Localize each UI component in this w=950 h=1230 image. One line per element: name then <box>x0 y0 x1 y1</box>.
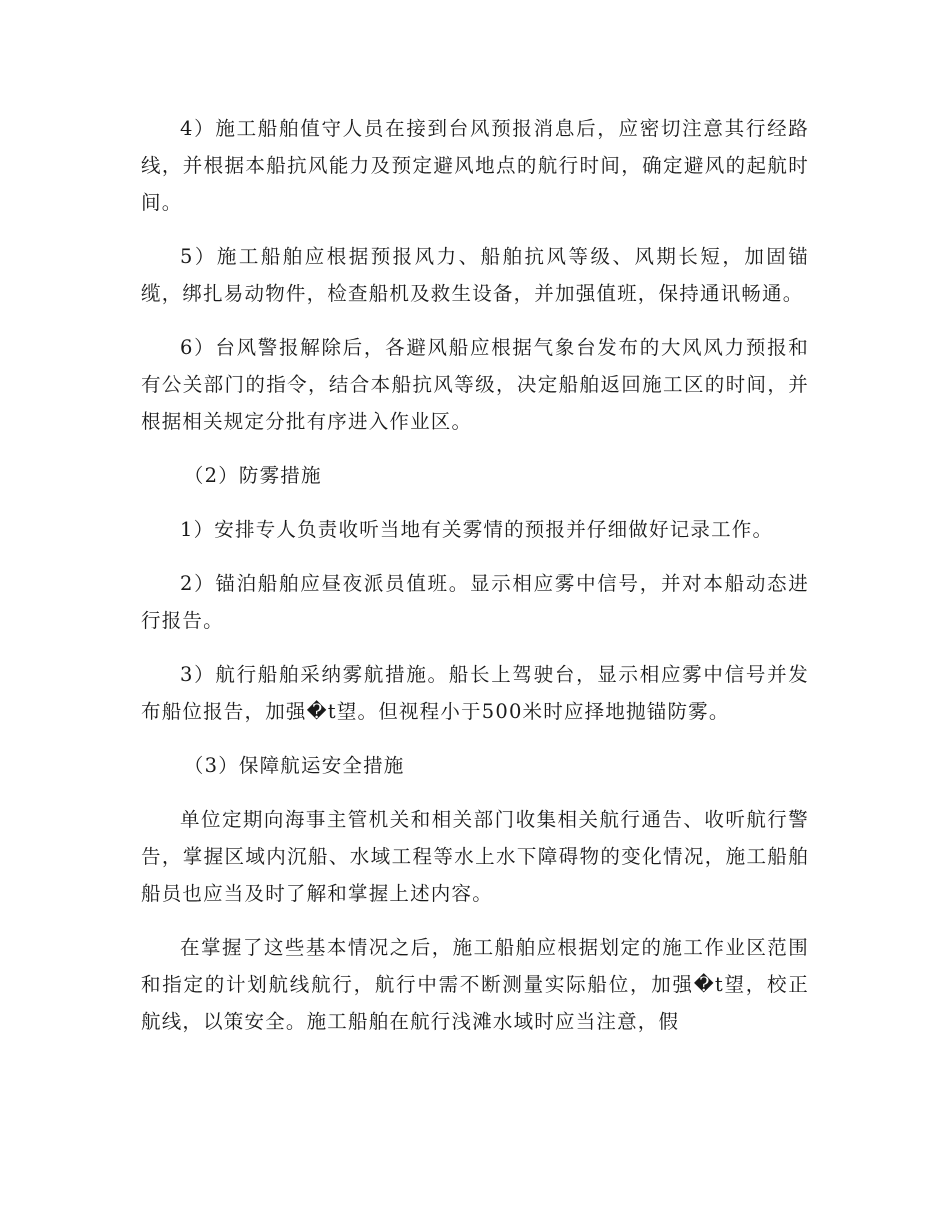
paragraph-fog-anchored: 2）锚泊船舶应昼夜派员值班。显示相应雾中信号，并对本船动态进行报告。 <box>141 572 809 632</box>
document-body <box>141 110 809 1057</box>
paragraph-typhoon-reinforce: 5）施工船舶应根据预报风力、船舶抗风等级、风期长短，加固锚缆，绑扎易动物件，检查船机及救生设备，并加强值班，保持通讯畅通。 <box>141 245 809 305</box>
paragraph-navigation-notices: 单位定期向海事主管机关和相关部门收集相关航行通告、收听航行警告，掌握区域内沉船、水域工程等水上水下障碍物的变化情况，施工船舶船员也应当及时了解和掌握上述内容。 <box>141 808 809 905</box>
paragraph-navigation-route: 在掌握了这些基本情况之后，施工船舶应根据划定的施工作业区范围和指定的计划航线航行，航行中需不断测量实际船位，加强�t望，校正航线，以策安全。施工船舶在航行浅滩水域时应当注意，假 <box>141 936 809 1033</box>
section-heading-fog: （2）防雾措施 <box>183 464 322 487</box>
paragraph-fog-forecast: 1）安排专人负责收听当地有关雾情的预报并仔细做好记录工作。 <box>180 518 774 541</box>
paragraph-typhoon-return: 6）台风警报解除后，各避风船应根据气象台发布的大风风力预报和有公关部门的指令，结合本船抗风等级，决定船舶返回施工区的时间，并根据相关规定分批有序进入作业区。 <box>141 336 809 433</box>
section-heading-navigation-safety: （3）保障航运安全措施 <box>183 754 405 777</box>
paragraph-fog-navigation: 3）航行船舶采纳雾航措施。船长上驾驶台，显示相应雾中信号并发布船位报告，加强�t望。但视程小于500米时应择地抛锚防雾。 <box>141 663 809 723</box>
paragraph-typhoon-watch: 4）施工船舶值守人员在接到台风预报消息后，应密切注意其行经路线，并根据本船抗风能力及预定避风地点的航行时间，确定避风的起航时间。 <box>141 117 809 214</box>
